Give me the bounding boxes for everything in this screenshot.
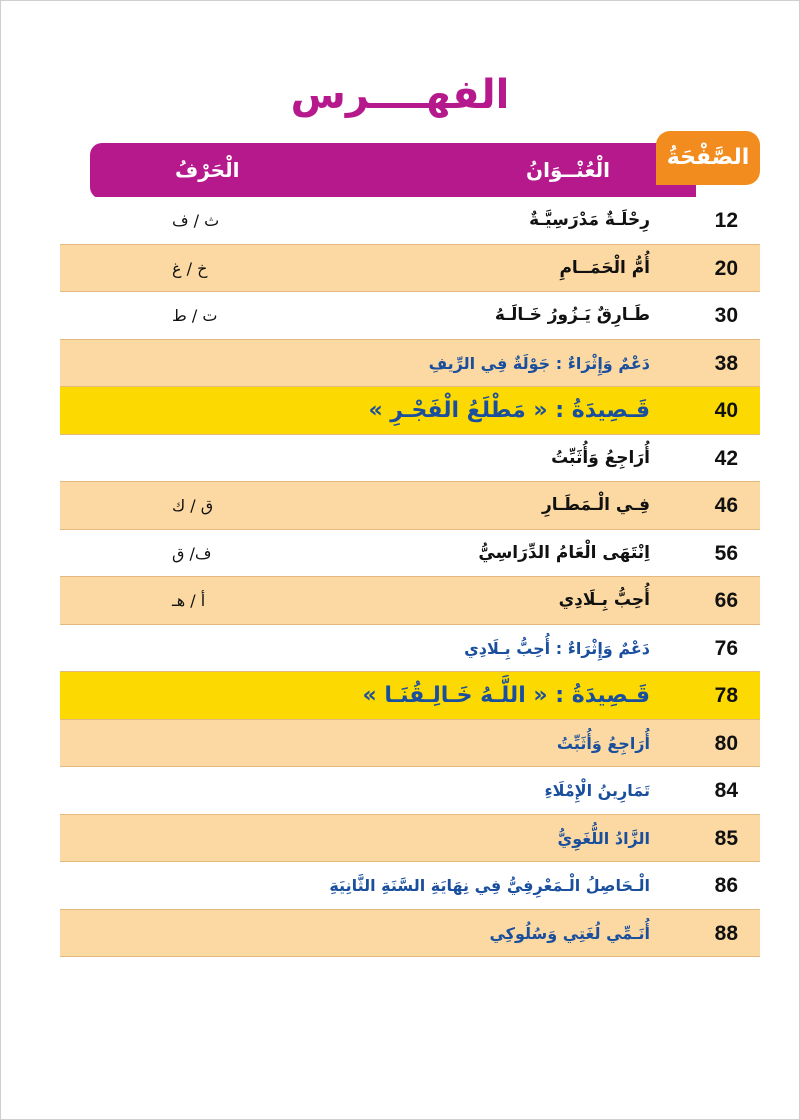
- toc-row: [60, 292, 760, 340]
- lesson-title: دَعْمٌ وَإِثْرَاءٌ : جَوْلَةٌ فِي الرِّيفِ: [428, 353, 650, 373]
- lesson-letters: خ / غ: [172, 258, 208, 278]
- page-number: 76: [714, 636, 738, 660]
- toc-row: [60, 862, 760, 910]
- toc-row: [60, 530, 760, 578]
- lesson-letters: ف/ ق: [172, 543, 212, 563]
- page-number: 38: [714, 351, 738, 375]
- lesson-title: أُمُّ الْحَمَــامِ: [559, 257, 650, 278]
- lesson-title: دَعْمٌ وَإِثْرَاءٌ : أُحِبُّ بِـلَادِي: [464, 638, 650, 658]
- toc-row: [60, 767, 760, 815]
- lesson-title: الْـحَاصِلُ الْـمَعْرِفِيُّ فِي نِهَايَةِ السَّنَةِ الثَّانِيَةِ: [329, 876, 650, 895]
- page-number: 66: [714, 589, 738, 612]
- lesson-title: أُرَاجِعُ وَأُثَبِّتُ: [551, 447, 650, 468]
- page-number: 30: [714, 304, 738, 327]
- page-number: 86: [714, 874, 738, 897]
- toc-row: [60, 340, 760, 388]
- header-letter-label: الْحَرْفُ: [175, 158, 240, 182]
- page-number: 85: [714, 826, 738, 850]
- header-title-label: الْعُنْــوَانُ: [526, 158, 610, 182]
- page-number: 84: [714, 779, 738, 802]
- toc-row: [60, 387, 760, 435]
- page-number: 80: [714, 731, 738, 755]
- lesson-title: أُحِبُّ بِـلَادِي: [558, 590, 650, 610]
- toc-row: [60, 482, 760, 530]
- lesson-letters: ت / ط: [172, 306, 218, 325]
- page-number: 40: [714, 399, 738, 422]
- table-of-contents: [60, 197, 760, 957]
- page-number: 78: [714, 684, 738, 707]
- page-number: 46: [714, 494, 738, 517]
- toc-row: [60, 910, 760, 958]
- lesson-title: قَـصِيدَةُ : « مَطْلَعُ الْفَجْـرِ »: [368, 398, 650, 423]
- toc-row: [60, 625, 760, 673]
- toc-row: [60, 815, 760, 863]
- lesson-title: فِـي الْـمَطَـارِ: [541, 495, 650, 515]
- toc-row: [60, 435, 760, 483]
- lesson-title: اِنْتَهَى الْعَامُ الدِّرَاسِيُّ: [478, 542, 650, 563]
- lesson-title: تَمَارِينُ الْإِمْلَاءِ: [544, 781, 650, 800]
- lesson-letters: ق / ك: [172, 496, 214, 515]
- toc-row: [60, 245, 760, 293]
- lesson-title: قَـصِيدَةُ : « اللَّـهُ خَـالِـقُنَـا »: [362, 683, 650, 708]
- toc-row: [60, 197, 760, 245]
- lesson-title: طَـارِقٌ يَـزُورُ خَـالَـهُ: [494, 305, 650, 325]
- lesson-title: الزَّادُ اللُّغَوِيُّ: [557, 828, 650, 848]
- lesson-title: أُرَاجِعُ وَأُثَبِّتُ: [556, 733, 650, 753]
- lesson-letters: ث / ف: [172, 211, 220, 230]
- page-number: 56: [714, 541, 738, 565]
- page-number: 88: [714, 921, 738, 945]
- page-number: 20: [714, 256, 738, 280]
- header-page-label: الصَّفْحَةُ: [656, 131, 760, 185]
- toc-row: [60, 720, 760, 768]
- toc-row: [60, 577, 760, 625]
- page-number: 12: [714, 209, 738, 232]
- lesson-letters: أ / هـ: [172, 591, 206, 610]
- toc-row: [60, 672, 760, 720]
- page-title: الفهــــرس: [290, 72, 510, 118]
- lesson-title: رِحْلَـةٌ مَدْرَسِيَّـةٌ: [529, 210, 650, 230]
- page-number: 42: [714, 446, 738, 470]
- lesson-title: أُنَـمِّي لُغَتِي وَسُلُوكِي: [489, 923, 650, 943]
